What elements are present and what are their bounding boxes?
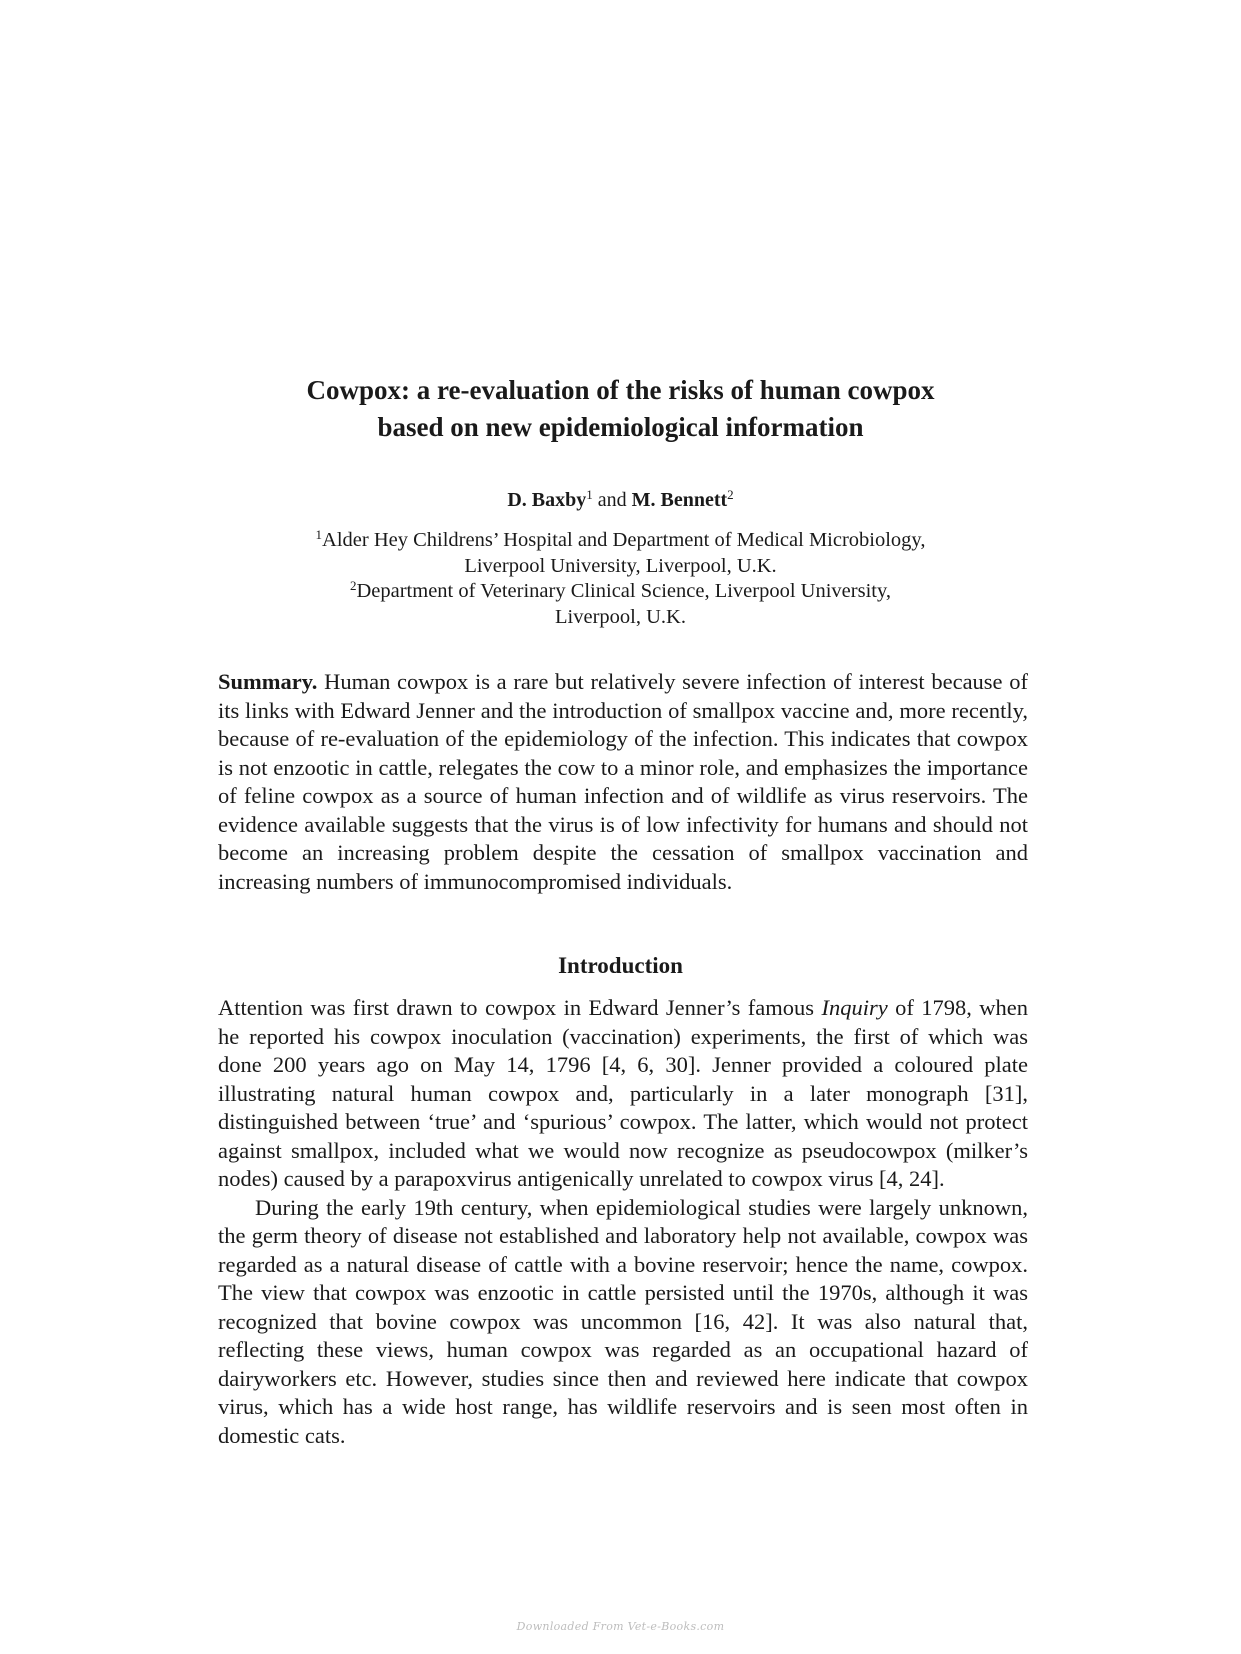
download-watermark: Downloaded From Vet-e-Books.com xyxy=(516,1620,725,1633)
affiliation-2-text: Department of Veterinary Clinical Science, Liverpool University, xyxy=(356,580,892,602)
affiliation-1-line-2: Liverpool University, Liverpool, U.K. xyxy=(464,554,777,577)
title-line-2: based on new epidemiological information xyxy=(377,412,864,442)
paper-title xyxy=(200,372,1041,446)
affiliation-1-mark: 1 xyxy=(315,527,323,542)
summary-label: Summary. xyxy=(218,669,318,694)
author-2-affil-mark: 2 xyxy=(727,487,734,502)
intro-p1-text-start: Attention was first drawn to cowpox in Edward Jenner’s famous xyxy=(218,995,822,1020)
intro-paragraph-1 xyxy=(218,994,1028,1194)
author-2-name: M. Bennett xyxy=(631,489,728,511)
affiliation-1-line-1 xyxy=(200,528,1041,554)
author-1-name: D. Baxby xyxy=(507,489,587,511)
introduction-heading: Introduction xyxy=(558,953,683,978)
inquiry-italic-title: Inquiry xyxy=(821,995,888,1020)
summary-text: Human cowpox is a rare but relatively severe infection of interest because of its links with Edward Jenner and the introduction of smallpox vaccine and, more recently, because of re-evaluation of the epidemiology of the infection. This indicates that cowpox is not enzootic in cattle, relegates the cow to a minor role, and emphasizes the importance of feline cowpox as a source of human infection and of wildlife as virus reservoirs. The evidence available suggests that the virus is of low infectivity for humans and should not become an increasing problem despite the cessation of smallpox vaccination and increasing numbers of immunocompromised individuals. xyxy=(218,669,1028,894)
affiliations xyxy=(200,528,1041,630)
affiliation-2-line-1 xyxy=(200,579,1041,605)
affiliation-2-mark: 2 xyxy=(349,578,357,593)
author-1-affil-mark: 1 xyxy=(586,487,593,502)
introduction-body xyxy=(218,994,1028,1450)
affiliation-1-text: Alder Hey Childrens’ Hospital and Department of Medical Microbiology, xyxy=(322,529,926,551)
affiliation-2-line-2: Liverpool, U.K. xyxy=(555,605,686,628)
title-line-1: Cowpox: a re-evaluation of the risks of human cowpox xyxy=(306,375,935,405)
author-conjunction: and xyxy=(597,489,627,511)
author-list xyxy=(200,487,1041,513)
summary-paragraph xyxy=(218,668,1028,896)
intro-paragraph-2: During the early 19th century, when epidemiological studies were largely unknown, the germ theory of disease not established and laboratory help not available, cowpox was regarded as a natural disease of cattle with a bovine reservoir; hence the name, cowpox. The view that cowpox was enzootic in cattle persisted until the 1970s, although it was recognized that bovine cowpox was uncommon [16, 42]. It was also natural that, reflecting these views, human cowpox was regarded as an occupational hazard of dairyworkers etc. However, studies since then and reviewed here indicate that cowpox virus, which has a wide host range, has wildlife reservoirs and is seen most often in domestic cats. xyxy=(218,1194,1028,1448)
intro-p1-text-end: of 1798, when he reported his cowpox inoculation (vaccination) experiments, the first of which was done 200 years ago on May 14, 1796 [4, 6, 30]. Jenner provided a coloured plate illustrating natural human cowpox and, particularly in a later monograph [31], distinguished between ‘true’ and ‘spurious’ cowpox. The latter, which would not protect against smallpox, included what we would now recognize as pseudocowpox (milker’s nodes) caused by a parapoxvirus antigenically unrelated to cowpox virus [4, 24]. xyxy=(218,995,1028,1191)
